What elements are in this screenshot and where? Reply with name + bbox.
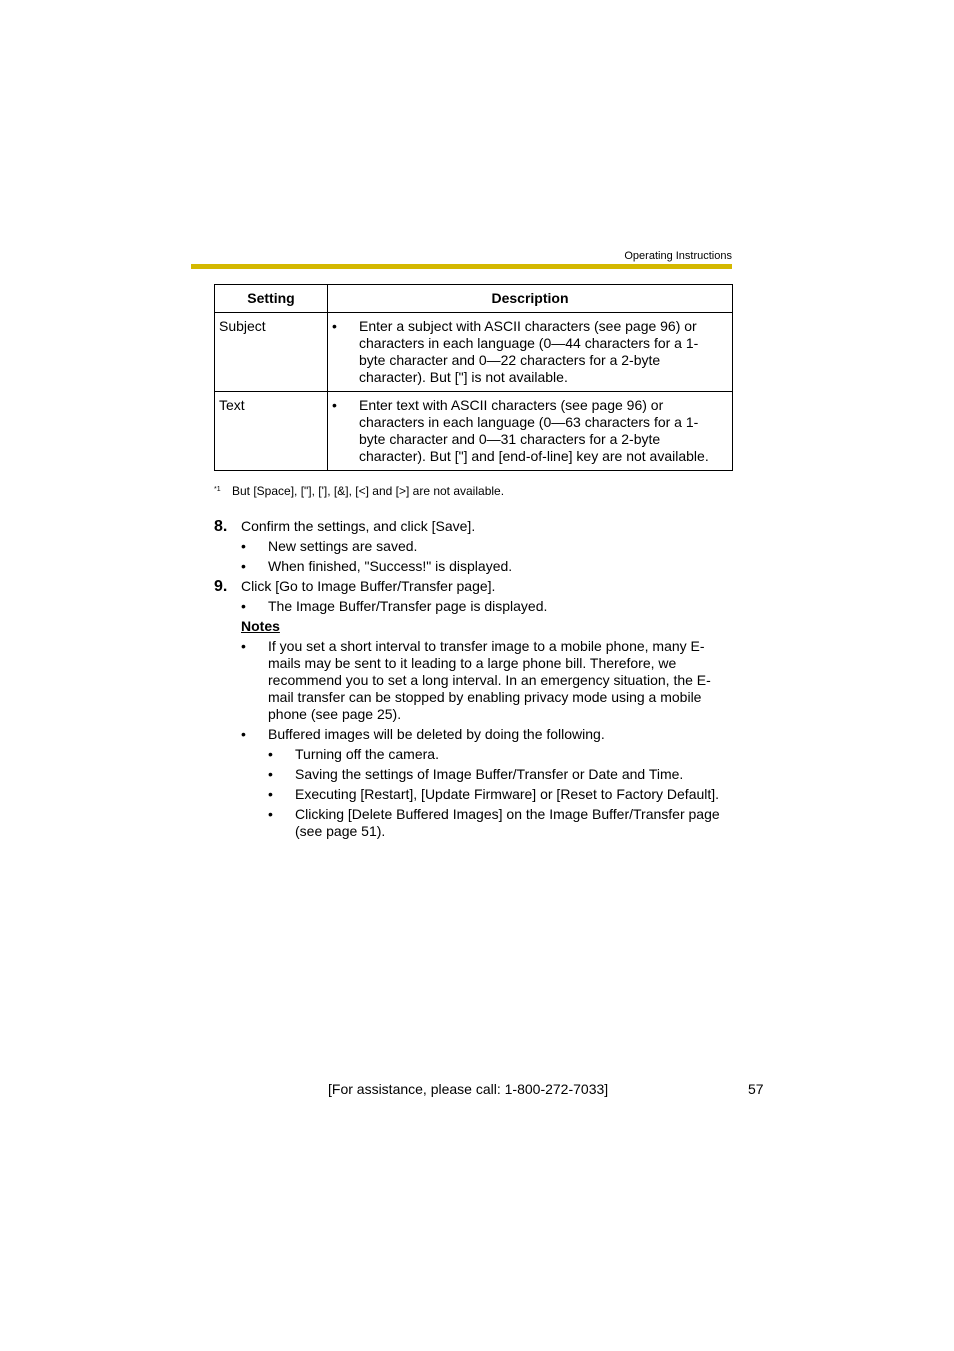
step-8: [214, 518, 734, 535]
sub-list-item: [214, 766, 734, 783]
description-text: Enter text with ASCII characters (see page 96) or characters in each language (0—63 characters for a 1-byte character and 0—31 characters for a 2-byte character). But ["] and [end-of-line] key are not available.: [359, 397, 709, 464]
list-item: [214, 638, 734, 723]
list-item: [214, 598, 734, 615]
running-header: Operating Instructions: [624, 250, 732, 262]
description-text: Enter a subject with ASCII characters (see page 96) or characters in each language (0—44 characters for a 1-byte character and 0—22 characters for a 2-byte character). But ["] is not available.: [359, 318, 699, 385]
list-item-text: Saving the settings of Image Buffer/Transfer or Date and Time.: [295, 766, 684, 782]
list-item-text: If you set a short interval to transfer image to a mobile phone, many E-mails may be sent to it leading to a large phone bill. Therefore, we recommend you to set a long interval. In an emergency situation, the E-mail transfer can be stopped by enabling privacy mode using a mobile phone (see page 25).: [268, 638, 711, 722]
column-header-description: Description: [328, 285, 733, 313]
step-9: [214, 578, 734, 595]
header-rule: [191, 264, 732, 269]
notes-heading: Notes: [241, 618, 280, 634]
list-item-text: The Image Buffer/Transfer page is displayed.: [268, 598, 548, 614]
step-number: 9.: [214, 578, 228, 595]
list-item: [214, 538, 734, 555]
step-text: Click [Go to Image Buffer/Transfer page].: [241, 578, 496, 594]
description-cell: [328, 313, 733, 392]
sub-list-item: [214, 786, 734, 803]
list-item-text: Buffered images will be deleted by doing the following.: [268, 726, 605, 742]
sub-list-item: [214, 806, 734, 840]
list-item-text: Turning off the camera.: [295, 746, 439, 762]
bullet: •: [332, 397, 337, 413]
footnote: [214, 484, 504, 498]
step-text: Confirm the settings, and click [Save].: [241, 518, 476, 534]
table-header-row: [215, 285, 733, 313]
bullet: •: [332, 318, 337, 334]
table-row: [215, 392, 733, 471]
list-item: [214, 726, 734, 743]
bullet: •: [241, 726, 246, 742]
bullet: •: [268, 806, 273, 822]
assistance-footer: [For assistance, please call: 1-800-272-7033]: [328, 1081, 609, 1097]
sub-list-item: [214, 746, 734, 763]
bullet: •: [268, 766, 273, 782]
setting-cell-text: Text: [215, 392, 328, 471]
column-header-setting: Setting: [215, 285, 328, 313]
bullet: •: [241, 598, 246, 614]
list-item-text: New settings are saved.: [268, 538, 418, 554]
setting-cell-subject: Subject: [215, 313, 328, 392]
bullet: •: [268, 746, 273, 762]
description-cell: [328, 392, 733, 471]
footnote-text: But [Space], ["], ['], [&], [<] and [>] are not available.: [232, 484, 505, 498]
bullet: •: [241, 538, 246, 554]
step-number: 8.: [214, 518, 228, 535]
steps-section: [214, 518, 734, 843]
bullet: •: [241, 638, 246, 654]
page-number: 57: [748, 1081, 764, 1097]
table-row: [215, 313, 733, 392]
bullet: •: [268, 786, 273, 802]
footnote-mark: *1: [214, 486, 221, 493]
list-item-text: Clicking [Delete Buffered Images] on the Image Buffer/Transfer page (see page 51).: [295, 806, 720, 839]
list-item: [214, 558, 734, 575]
list-item-text: Executing [Restart], [Update Firmware] or [Reset to Factory Default].: [295, 786, 720, 802]
bullet: •: [241, 558, 246, 574]
settings-table: [214, 284, 733, 471]
list-item-text: When finished, "Success!" is displayed.: [268, 558, 513, 574]
